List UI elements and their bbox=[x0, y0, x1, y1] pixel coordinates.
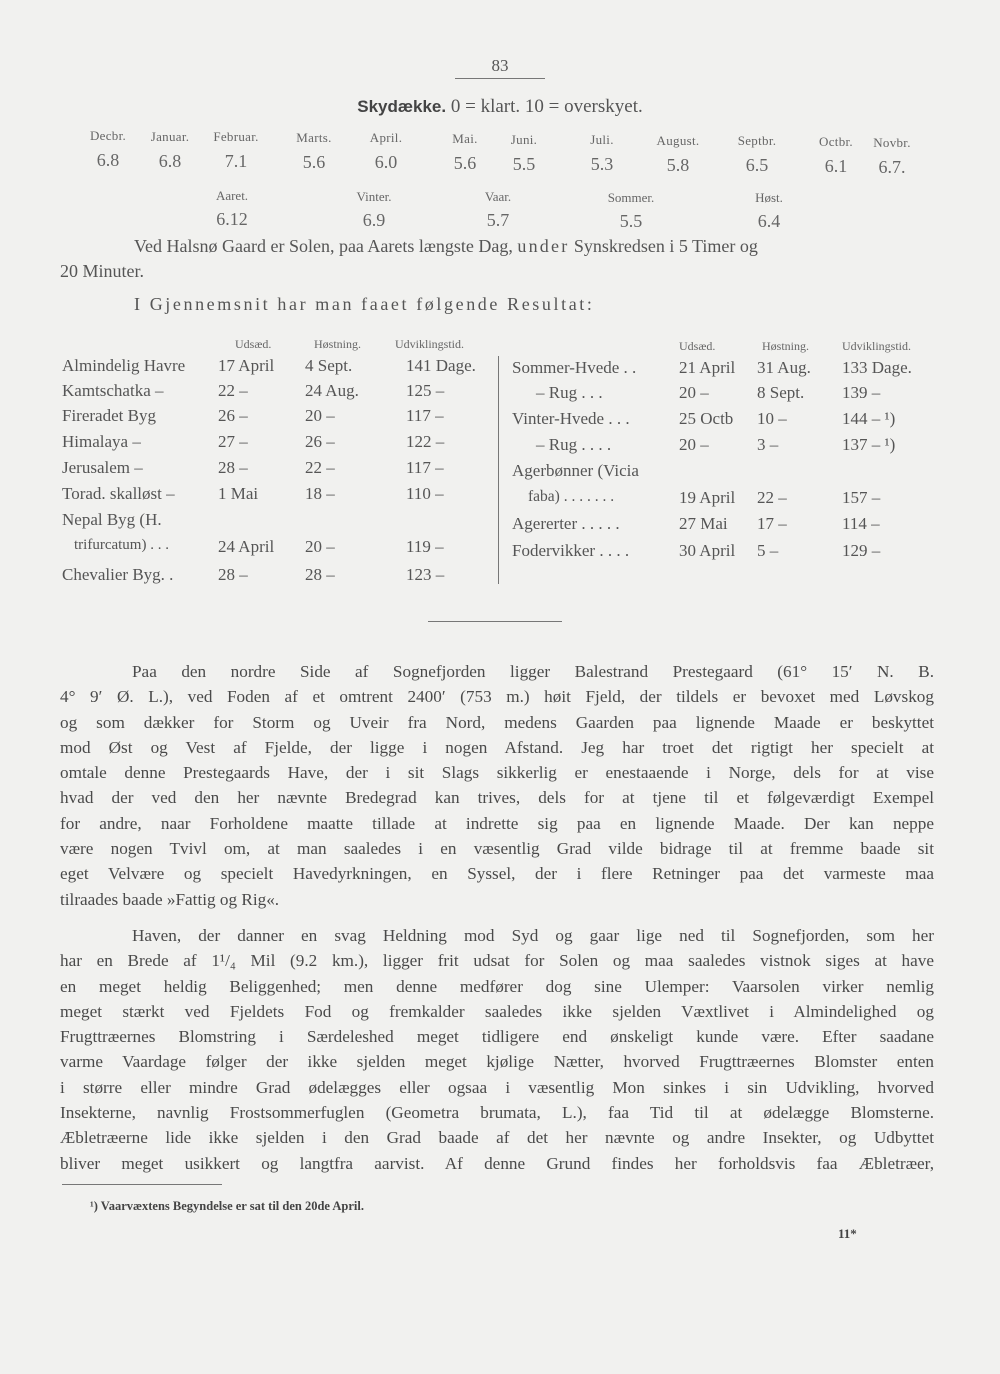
month-label: Octbr. bbox=[819, 134, 853, 149]
right-header-udsaed: Udsæd. bbox=[679, 339, 716, 353]
cloud-cover-title: Skydække. bbox=[357, 97, 447, 116]
growth-period: 139 – bbox=[842, 383, 881, 402]
season-label: Sommer. bbox=[607, 189, 655, 205]
results-heading: I Gjennemsnit har man faaet følgende Resultat: bbox=[134, 294, 595, 314]
crop-name: trifurcatum) . . . bbox=[74, 537, 169, 553]
month-value: 6.8 bbox=[158, 150, 182, 171]
growth-period: 117 – bbox=[406, 458, 444, 477]
crop-name: Vinter-Hvede . . . bbox=[512, 409, 630, 428]
month-label: April. bbox=[369, 130, 403, 146]
harvest-date: 26 – bbox=[305, 432, 335, 451]
text-line: eget Velvære og specielt Havedyrkningen, en Syssel, der i flere Retninger paa det varmeste maa bbox=[60, 864, 934, 884]
month-value: 6.1 bbox=[824, 156, 848, 176]
month-value: 6.5 bbox=[745, 155, 769, 176]
growth-period: 125 – bbox=[406, 381, 445, 400]
sowing-date: 28 – bbox=[218, 565, 248, 584]
text-line: varme Vaardage følger der ikke sjelden meget kjølige Nætter, hvorved Frugttræernes Blomster enten bbox=[60, 1052, 934, 1072]
text-line: tilraades baade »Fattig og Rig«. bbox=[60, 889, 280, 909]
sowing-date: 24 April bbox=[218, 537, 275, 556]
sowing-date: 21 April bbox=[679, 358, 736, 377]
month-label: August. bbox=[656, 132, 700, 148]
paragraph-haven bbox=[60, 923, 934, 1176]
season-label: Vinter. bbox=[356, 188, 392, 204]
growth-period: 119 – bbox=[406, 537, 444, 556]
harvest-date: 24 Aug. bbox=[305, 381, 359, 400]
text-line: 4° 9′ Ø. L.), ved Foden af et omtrent 2400′ (753 m.) høit Fjeld, der tildels er bevoxet med Løvskog bbox=[60, 687, 934, 707]
sun-sentence-line-1 bbox=[134, 236, 758, 257]
growth-period: 157 – bbox=[842, 488, 881, 507]
month-label: Decbr. bbox=[89, 128, 127, 143]
harvest-date: 17 – bbox=[757, 514, 787, 533]
growth-period: 133 Dage. bbox=[842, 358, 912, 377]
header-rule bbox=[455, 78, 545, 79]
sowing-date: 27 – bbox=[218, 432, 248, 451]
season-value: 6.12 bbox=[216, 209, 248, 229]
month-value: 5.3 bbox=[590, 154, 614, 175]
crop-name: Fodervikker . . . . bbox=[512, 541, 630, 560]
sun-text-a: Ved Halsnø Gaard er Solen, paa Aarets længste Dag, bbox=[134, 236, 513, 256]
text-line: omtale denne Prestegaards Have, der i sit Slags sikkerlig er enestaaende i Norge, dels for at vise bbox=[60, 763, 934, 783]
growth-period: 122 – bbox=[406, 432, 445, 451]
month-label: Marts. bbox=[296, 129, 332, 145]
harvest-date: 22 – bbox=[305, 458, 335, 477]
text-line: Æbletræerne lide ikke sjelden i den Grad baade af det her nævnte og andre Insekter, og Udbyttet bbox=[60, 1128, 934, 1148]
month-label: Juni. bbox=[510, 131, 538, 147]
page-number: 83 bbox=[491, 56, 509, 75]
text-line: være nogen Tvivl om, at man saaledes i en væsentlig Grad vilde bidrage til at fremme baade sit bbox=[60, 839, 934, 859]
left-header-udvikling: Udviklingstid. bbox=[395, 337, 465, 351]
crop-name: – Rug . . . bbox=[536, 383, 603, 402]
footnote: ¹) Vaarvæxtens Begyndelse er sat til den 20de April. bbox=[90, 1199, 365, 1213]
harvest-date: 22 – bbox=[757, 488, 787, 507]
harvest-date: 20 – bbox=[305, 537, 335, 556]
text-line: en meget heldig Beliggenhed; men denne medfører dog sine Ulemper: Vaarsolen virker nemlig bbox=[60, 976, 934, 996]
crop-name: Torad. skalløst – bbox=[62, 484, 175, 503]
crop-name: Jerusalem – bbox=[62, 458, 143, 477]
sowing-date: 17 April bbox=[218, 356, 275, 375]
section-rule bbox=[428, 621, 562, 622]
sowing-date: 28 – bbox=[218, 458, 248, 477]
text-line: i større eller mindre Grad ødelægges eller ogsaa i væsentlig Mon sinkes i sin Udvikling, hvorved bbox=[60, 1077, 934, 1097]
crop-name: Fireradet Byg bbox=[62, 406, 156, 425]
month-value: 7.1 bbox=[224, 151, 248, 172]
sun-text-b: under bbox=[517, 236, 570, 256]
crop-name: Sommer-Hvede . . bbox=[512, 358, 637, 377]
sowing-date: 27 Mai bbox=[679, 514, 728, 533]
month-value: 5.6 bbox=[453, 153, 477, 173]
month-value: 6.8 bbox=[96, 150, 120, 170]
month-value: 5.6 bbox=[302, 151, 326, 172]
crop-name: Kamtschatka – bbox=[62, 381, 164, 400]
crop-name: Agerbønner (Vicia bbox=[512, 461, 639, 480]
crop-name: Almindelig Havre bbox=[62, 356, 186, 375]
season-label: Høst. bbox=[755, 190, 783, 206]
text-line: Frugttræernes Blomstring i Særdeleshed meget tidligere end ønskeligt kunde være. Efter saadane bbox=[60, 1027, 934, 1047]
month-label: Septbr. bbox=[737, 133, 777, 149]
month-value: 6.7. bbox=[878, 156, 906, 177]
text-line: Haven, der danner en svag Heldning mod Syd og gaar lige ned til Sognefjorden, som her bbox=[132, 926, 934, 945]
crop-name: Himalaya – bbox=[62, 432, 141, 451]
left-header-udsaed: Udsæd. bbox=[235, 337, 272, 351]
sowing-date: 20 – bbox=[679, 435, 709, 454]
text-line: hvad der ved den her nævnte Bredegrad kan trives, dels for at tjene til et følgeværdigt Exempel bbox=[60, 788, 934, 808]
season-value: 6.4 bbox=[757, 211, 781, 232]
sun-sentence-line-2: 20 Minuter. bbox=[60, 261, 144, 281]
harvest-date: 3 – bbox=[757, 435, 779, 454]
text-line: bliver meget usikkert og langtfra aarvist. Af denne Grund findes her forholdsvis faa Æbletræer, bbox=[60, 1153, 934, 1173]
month-value: 5.8 bbox=[666, 154, 690, 175]
month-label: Februar. bbox=[213, 129, 259, 145]
sowing-date: 19 April bbox=[679, 488, 736, 507]
text-line: meget stærkt ved Fjeldets Fod og fremkalder saaledes ikke sjelden Væxtlivet i Almindelighed og bbox=[60, 1001, 934, 1021]
harvest-date: 28 – bbox=[305, 565, 335, 584]
left-header-hostning: Høstning. bbox=[314, 337, 362, 351]
season-value: 6.9 bbox=[362, 209, 386, 230]
harvest-date: 8 Sept. bbox=[757, 383, 805, 402]
growth-period: 114 – bbox=[842, 514, 880, 533]
month-value: 6.0 bbox=[374, 152, 398, 173]
right-header-udvikling: Udviklingstid. bbox=[842, 339, 912, 353]
season-value: 5.5 bbox=[619, 210, 643, 231]
cloud-cover-heading bbox=[0, 96, 1000, 118]
growth-period: 137 – ¹) bbox=[842, 435, 896, 454]
harvest-date: 4 Sept. bbox=[305, 356, 353, 375]
sowing-date: 22 – bbox=[218, 381, 248, 400]
table-divider bbox=[498, 356, 499, 584]
sowing-date: 30 April bbox=[679, 541, 736, 560]
text-line: og som dækker for Storm og Uveir fra Nord, medens Gaarden paa lignende Maade er beskyttet bbox=[60, 712, 934, 732]
text-line: har en Brede af 1¹/₄ Mil (9.2 km.), ligger frit udsat for Solen og maa saaledes vistnok siges at have bbox=[60, 951, 934, 971]
harvest-date: 20 – bbox=[305, 406, 335, 425]
harvest-date: 31 Aug. bbox=[757, 358, 811, 377]
right-header-hostning: Høstning. bbox=[762, 339, 810, 353]
crop-name: – Rug . . . . bbox=[536, 435, 612, 454]
season-label: Aaret. bbox=[215, 188, 249, 203]
sowing-date: 20 – bbox=[679, 383, 709, 402]
harvest-date: 5 – bbox=[757, 541, 779, 560]
paragraph-balestrand bbox=[60, 659, 934, 912]
growth-period: 129 – bbox=[842, 541, 881, 560]
sun-text-c: Synskredsen i 5 Timer og bbox=[573, 236, 758, 256]
month-label: Mai. bbox=[452, 131, 478, 146]
crop-name: Nepal Byg (H. bbox=[62, 510, 162, 529]
growth-period: 110 – bbox=[406, 484, 444, 503]
signature-mark: 11* bbox=[838, 1226, 857, 1241]
month-label: Novbr. bbox=[873, 134, 911, 150]
sowing-date: 26 – bbox=[218, 406, 248, 425]
sowing-date: 1 Mai bbox=[218, 484, 259, 503]
month-label: Januar. bbox=[150, 128, 190, 144]
crop-name: Chevalier Byg. . bbox=[62, 565, 174, 584]
text-line: for andre, naar Forholdene maatte tillade at indrette sig paa en lignende Maade. Der kan neppe bbox=[60, 813, 934, 833]
month-value: 5.5 bbox=[512, 153, 536, 174]
season-label: Vaar. bbox=[484, 189, 512, 205]
harvest-date: 10 – bbox=[757, 409, 787, 428]
growth-period: 144 – ¹) bbox=[842, 409, 896, 428]
harvest-date: 18 – bbox=[305, 484, 335, 503]
crop-name: Agererter . . . . . bbox=[512, 514, 620, 533]
sowing-date: 25 Octb bbox=[679, 409, 734, 428]
footnote-rule bbox=[62, 1184, 222, 1185]
month-label: Juli. bbox=[590, 132, 614, 148]
growth-period: 123 – bbox=[406, 565, 445, 584]
text-line: Paa den nordre Side af Sognefjorden ligger Balestrand Prestegaard (61° 15′ N. B. bbox=[132, 662, 934, 681]
crop-name: faba) . . . . . . . bbox=[528, 488, 615, 505]
growth-period: 117 – bbox=[406, 406, 444, 425]
cloud-cover-legend: 0 = klart. 10 = overskyet. bbox=[450, 96, 643, 117]
growth-period: 141 Dage. bbox=[406, 356, 476, 375]
text-line: Insekterne, navnlig Frostsommerfuglen (Geometra brumata, L.), faa Tid til at ødelægge Blomsterne. bbox=[60, 1103, 934, 1123]
text-line: mod Øst og Vest af Fjelde, der ligge i nogen Afstand. Jeg har troet det rigtigt her specielt at bbox=[60, 737, 934, 757]
season-value: 5.7 bbox=[486, 210, 510, 231]
